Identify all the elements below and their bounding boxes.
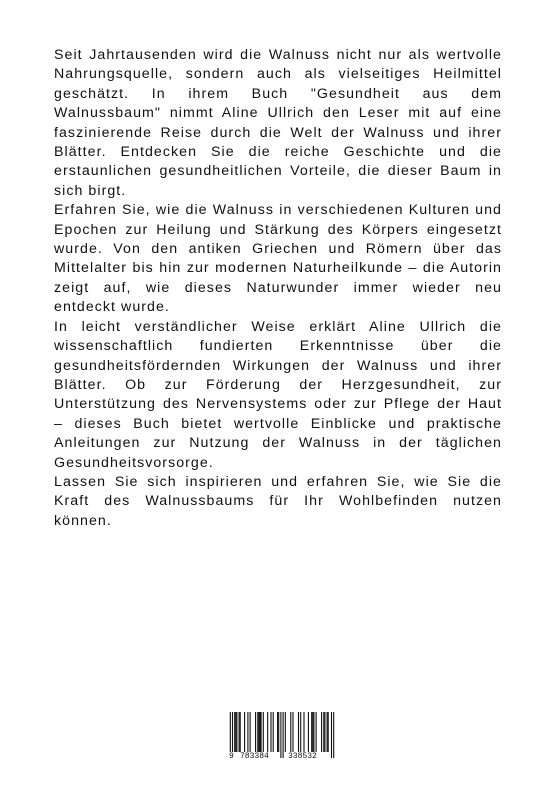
blurb-paragraph: Lassen Sie sich inspirieren und erfahren Sie, wie Sie die Kraft des Walnussbaums für Ihr Wohlbefinden nutzen können. [54,473,502,529]
barcode-bar [263,712,264,752]
isbn-barcode [229,712,335,762]
barcode-digits [229,752,335,764]
barcode-bar [255,712,256,752]
barcode-bar [244,712,245,752]
barcode-bar [285,712,286,752]
barcode-bar [234,712,235,752]
barcode-bar [290,712,291,752]
barcode-bar [239,712,240,752]
barcode-bar [300,712,301,752]
blurb-paragraph: In leicht verständlicher Weise erklärt Aline Ullrich die wissenschaftlich fundierten Erkenntnisse über die gesundheitsfördernden Wirkungen der Walnuss und ihrer Blätter. Ob zur Förderung der Herzgesundheit, zur Unterstützung des Nervensystems oder zur Pflege der Haut – dieses Buch bietet wertvolle Einblicke und praktische Anleitungen zur Nutzung der Walnuss in der täglichen Gesundheitsvorsorge. [54,318,502,471]
barcode-bar [321,712,322,752]
barcode-left-digits: 783384 [240,752,269,761]
barcode-right-digits: 338532 [288,752,317,761]
blurb-paragraph: Erfahren Sie, wie die Walnuss in verschiedenen Kulturen und Epochen zur Heilung und Stärkung des Körpers eingesetzt wurde. Von den antiken Griechen und Römern über das Mittelalter bis hin zur modernen Naturheilkunde – die Autorin zeigt auf, wie dieses Naturwunder immer wieder neu entdeckt wurde. [54,202,502,316]
barcode-bar [312,712,313,752]
barcode-bar [313,712,314,752]
barcode-bar [316,712,317,752]
blurb-paragraph: Seit Jahrtausenden wird die Walnuss nicht nur als wertvolle Nahrungsquelle, sondern auch als vielseitiges Heilmittel geschätzt. In ihrem Buch "Gesundheit aus dem Walnussbaum" nimmt Aline Ullrich den Leser mit auf eine faszinierende Reise durch die Welt der Walnuss und ihrer Blätter. Entdecken Sie die reiche Geschichte und die erstaunlichen gesundheitlichen Vorteile, die dieser Baum in sich birgt. [54,47,502,199]
barcode-bar [308,712,309,752]
barcode-bar [278,712,279,752]
barcode-bar [323,712,324,752]
barcode-bar [258,712,259,752]
barcode-bar [240,712,241,752]
barcode-bar [235,712,236,752]
barcode-bar [328,712,329,752]
blurb-text [54,46,502,531]
barcode-bar [270,712,271,752]
barcode-bar [311,712,312,752]
barcode-bar [250,712,251,752]
barcode-bar [298,712,299,752]
barcode-bar [277,712,278,752]
barcode-bar [303,712,304,752]
barcode-bar [327,712,328,752]
barcode-bar [292,712,293,752]
barcode-bar [324,712,325,752]
barcode-bar [257,712,258,752]
barcode-bar [259,712,260,752]
barcode-bar [261,712,262,752]
barcode-bar [247,712,248,752]
barcode-bar [236,712,237,752]
barcode-bar [267,712,268,752]
barcode-bar [273,712,274,752]
barcode-first-digit: 9 [229,752,234,761]
